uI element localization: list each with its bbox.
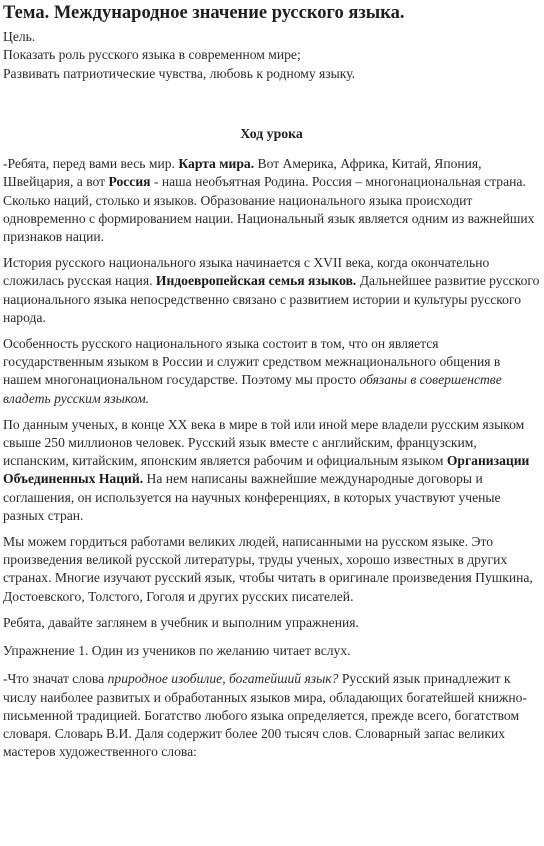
italic-phrase: природное изобилие, богатейший язык? (107, 671, 339, 687)
paragraph-world-usage (3, 416, 540, 525)
paragraph-vocabulary (3, 670, 540, 761)
paragraph-history (3, 254, 540, 327)
text-run: Русский язык принадлежит к числу наиболее развитых и обработанных языков мира, обладающих богатейшей книжно-письменной традицией. Богатство любого языка определяется, прежде всего, богатством словаря. Словарь В.И. Даля содержит более 200 тысяч слов. Словарный запас великих мастеров художественного слова: (3, 671, 527, 760)
bold-term: Организации Объединенных Наций. (3, 453, 530, 487)
text-run: Особенность русского национального языка состоит в том, что он является государственным языком в России и служит средством межнационального общения в нашем многонациональном государстве. Поэтому мы просто (3, 336, 501, 388)
text-run: Дальнейшее развитие русского национального языка непосредственно связано с развитием истории и культуры русского народа. (3, 273, 540, 325)
paragraph-map-of-world (3, 155, 540, 246)
bold-term: Карта мира. (178, 156, 255, 172)
paragraph-literature: Мы можем гордиться работами великих людей, написанными на русском языке. Это произведения великой русской литературы, труды ученых, хорошо известных в других странах. Многие изучают русский язык, чтобы читать в оригинале произведения Пушкина, Достоевского, Толстого, Гоголя и других русских писателей. (3, 534, 533, 604)
goals-label: Цель. (3, 29, 36, 44)
page-title: Тема. Международное значение русского языка. (3, 3, 405, 23)
paragraph-exercise: Упражнение 1. Один из учеников по желанию читает вслух. (3, 643, 351, 659)
bold-term: Индоевропейская семья языков. (155, 273, 357, 289)
goal-item: Развивать патриотические чувства, любовь к родному языку. (3, 65, 356, 81)
text-run: - наша необъятная Родина. Россия – многонациональная страна. Сколько наций, столько и языков. Образование национального языка происходит одновременно с формированием нации. Национальный язык является одним из важнейших признаков нации. (3, 174, 535, 245)
goals-block (3, 28, 540, 83)
text-run: -Ребята, перед вами весь мир. (3, 156, 179, 172)
bold-term: Россия (108, 174, 151, 190)
paragraph-state-language (3, 335, 540, 408)
text-run: По данным ученых, в конце XX века в мире в той или иной мере владели русским языком свыше 250 миллионов человек. Русский язык вместе с английским, французским, испанским, китайским, японским является рабочим и официальным языком (3, 416, 525, 469)
text-run: На нем написаны важнейшие международные договоры и соглашения, он используется на научных конференциях, в которых участвуют ученые разных стран. (3, 471, 501, 523)
lesson-heading: Ход урока (240, 126, 303, 142)
italic-phrase: обязаны в совершенстве владеть русским языком. (3, 372, 502, 406)
text-run: Вот Америка, Африка, Китай, Япония, Швейцария, а вот (3, 156, 482, 190)
paragraph-textbook: Ребята, давайте заглянем в учебник и выполним упражнения. (3, 614, 359, 630)
text-run: -Что значат слова (3, 671, 108, 687)
goal-item: Показать роль русского языка в современном мире; (3, 47, 301, 63)
text-run: История русского национального языка начинается с XVII века, когда окончательно сложилась русская нация. (3, 255, 490, 289)
